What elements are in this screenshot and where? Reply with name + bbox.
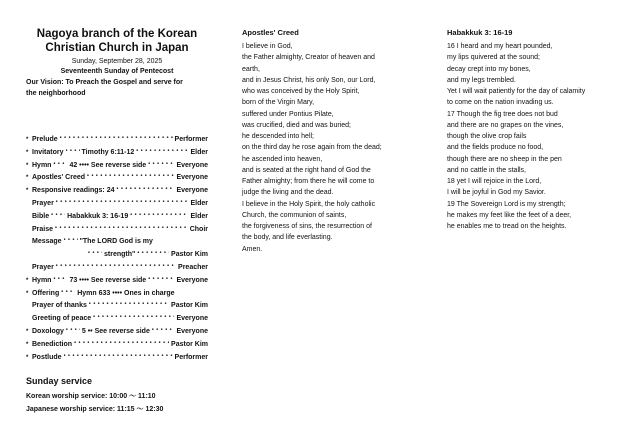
order-item-label: Hymn	[32, 161, 52, 169]
vision-line-2: the neighborhood	[26, 89, 86, 97]
order-bullet: *	[26, 329, 29, 335]
creed-line: I believe in God,	[242, 43, 293, 50]
order-bullet: *	[26, 137, 29, 143]
order-item-leader: Everyone	[176, 161, 208, 169]
order-row	[26, 337, 208, 348]
order-item-leader: Everyone	[176, 174, 208, 182]
order-item-detail: "The LORD God is my	[79, 238, 153, 246]
order-bullet: *	[26, 149, 29, 156]
order-item-detail: 42 •••• See reverse side	[69, 161, 147, 169]
order-row	[26, 222, 208, 233]
order-bullet: *	[26, 162, 29, 169]
creed-line: judge the living and the dead.	[242, 189, 334, 197]
order-item-leader: Pastor Kim	[171, 251, 208, 259]
scripture-line: he enables me to tread on the heights.	[447, 223, 567, 230]
order-item-detail: strength"	[104, 251, 136, 259]
order-item-leader: Elder	[190, 212, 208, 220]
creed-line: Father almighty; from there he will come to	[242, 178, 375, 185]
scripture-text	[447, 41, 585, 232]
scripture-line: I will be joyful in God my Savior.	[447, 189, 546, 197]
creed-line: suffered under Pontius Pilate,	[242, 110, 334, 118]
scripture-line: he makes my feet like the feet of a deer,	[447, 211, 572, 219]
order-row	[26, 209, 208, 220]
order-row	[26, 158, 208, 169]
creed-line: he descended into hell;	[242, 133, 314, 140]
scripture-line: and my legs trembled.	[447, 76, 516, 84]
order-row	[26, 196, 208, 207]
scripture-line: 17 Though the fig tree does not bud	[447, 110, 558, 118]
order-bullet: *	[26, 354, 29, 361]
order-row	[26, 298, 208, 309]
order-row	[26, 170, 208, 181]
creed-line: born of the Virgin Mary,	[242, 99, 315, 107]
creed-line: and is seated at the right hand of God the	[242, 166, 371, 174]
order-item-leader: Pastor Kim	[171, 340, 208, 348]
order-row	[26, 145, 208, 156]
order-bullet: *	[26, 188, 29, 195]
title-line-2: Christian Church in Japan	[45, 41, 189, 54]
order-row	[26, 286, 208, 297]
creed-line: Church, the communion of saints,	[242, 211, 347, 219]
order-bullet: *	[26, 175, 29, 182]
creed-heading: Apostles' Creed	[242, 28, 299, 37]
order-item-detail: Hymn 633 •••• Ones in charge	[77, 289, 175, 297]
order-row	[26, 183, 208, 194]
creed-line: and in Jesus Christ, his only Son, our Lord,	[242, 76, 376, 84]
church-vision	[26, 78, 210, 99]
order-bullet: *	[26, 290, 29, 297]
scripture-line: 18 yet I will rejoice in the Lord,	[447, 178, 542, 185]
order-item-leader: Pastor Kim	[171, 302, 208, 310]
order-row	[26, 311, 208, 322]
creed-line: he ascended into heaven,	[242, 155, 323, 163]
scripture-line: to come on the nation invading us.	[447, 99, 554, 107]
scripture-line: decay crept into my bones,	[447, 65, 531, 73]
creed-text	[242, 41, 382, 255]
service-heading: Sunday service	[26, 376, 93, 386]
creed-line: on the third day he rose again from the dead;	[242, 144, 382, 152]
vision-line-1: Our Vision: To Preach the Gospel and serve for	[26, 79, 183, 86]
order-item-leader: Everyone	[176, 328, 208, 335]
service-date: Sunday, September 28, 2025	[71, 58, 163, 65]
order-row	[26, 324, 208, 335]
scripture-line: Yet I will wait patiently for the day of calamity	[447, 88, 586, 95]
order-item-label: Invitatory	[32, 148, 64, 156]
scripture-line: 19 The Sovereign Lord is my strength;	[447, 200, 566, 208]
order-item-label: Apostles' Creed	[32, 174, 86, 182]
order-item-label: Prayer	[32, 264, 54, 271]
order-item-detail: Timothy 6:11-12	[81, 148, 135, 156]
order-row	[26, 273, 208, 284]
creed-line: who was conceived by the Holy Spirit,	[242, 88, 360, 95]
scripture-heading: Habakkuk 3: 16-19	[447, 28, 513, 37]
order-item-leader: Elder	[190, 200, 208, 207]
scripture-line: though there are no sheep in the pen	[447, 155, 562, 163]
order-item-leader: Preacher	[178, 264, 208, 271]
title-line-1: Nagoya branch of the Korean	[36, 28, 198, 40]
order-item-label: Praise	[32, 225, 54, 233]
liturgical-occasion: Seventeenth Sunday of Pentecost	[60, 68, 174, 75]
creed-line: the Father almighty, Creator of heaven and	[242, 54, 375, 62]
scripture-line: though the olive crop fails	[447, 133, 527, 140]
scripture-line: and there are no grapes on the vines,	[447, 121, 564, 129]
creed-line: the body, and life everlasting.	[242, 234, 333, 242]
order-item-detail: Habakkuk 3: 16-19	[67, 212, 129, 220]
order-item-label: Message	[32, 238, 62, 246]
order-item-leader: Performer	[174, 353, 208, 361]
order-item-leader: Performer	[174, 136, 208, 143]
order-item-label: Greeting of peace	[32, 315, 92, 323]
order-item-leader: Choir	[189, 225, 208, 233]
church-title	[24, 28, 210, 55]
scripture-line: and the fields produce no food,	[447, 144, 544, 152]
order-row	[26, 132, 208, 143]
order-item-label: Postlude	[32, 353, 62, 361]
order-item-label: Prelude	[32, 136, 58, 143]
order-row	[26, 350, 208, 361]
order-item-leader: Elder	[190, 148, 208, 156]
order-item-label: Responsive readings: 24	[32, 187, 115, 195]
order-item-label: Hymn	[32, 276, 52, 284]
order-item-label: Doxology	[32, 328, 64, 335]
creed-line: I believe in the Holy Spirit, the holy catholic	[242, 200, 376, 208]
order-item-detail: 73 •••• See reverse side	[69, 276, 147, 284]
scripture-line: and no cattle in the stalls,	[447, 166, 526, 174]
order-bullet: *	[26, 341, 29, 348]
order-bullet: *	[26, 277, 29, 284]
order-item-leader: Everyone	[176, 187, 208, 195]
order-item-label: Prayer	[32, 200, 54, 207]
order-item-label: Offering	[32, 289, 60, 297]
order-row	[26, 260, 208, 271]
creed-line: Amen.	[242, 245, 263, 253]
order-item-detail: 5 •• See reverse side	[81, 328, 150, 335]
scripture-line: 16 I heard and my heart pounded,	[447, 43, 553, 50]
creed-line: the forgiveness of sins, the resurrection of	[242, 223, 372, 230]
order-item-leader: Everyone	[176, 276, 208, 284]
order-row	[26, 247, 208, 258]
creed-line: was crucified, died and was buried;	[242, 121, 351, 129]
japanese-service-time: Japanese worship service: 11:15 ～ 12:30	[26, 406, 164, 413]
scripture-line: my lips quivered at the sound;	[447, 54, 540, 62]
order-item-label: Benediction	[32, 340, 73, 348]
creed-line: earth,	[242, 65, 260, 73]
order-item-label: Bible	[32, 212, 50, 220]
korean-service-time: Korean worship service: 10:00 ～ 11:10	[26, 393, 156, 400]
order-item-label: Prayer of thanks	[32, 302, 87, 310]
order-item-leader: Everyone	[176, 315, 208, 323]
order-row	[26, 234, 208, 245]
